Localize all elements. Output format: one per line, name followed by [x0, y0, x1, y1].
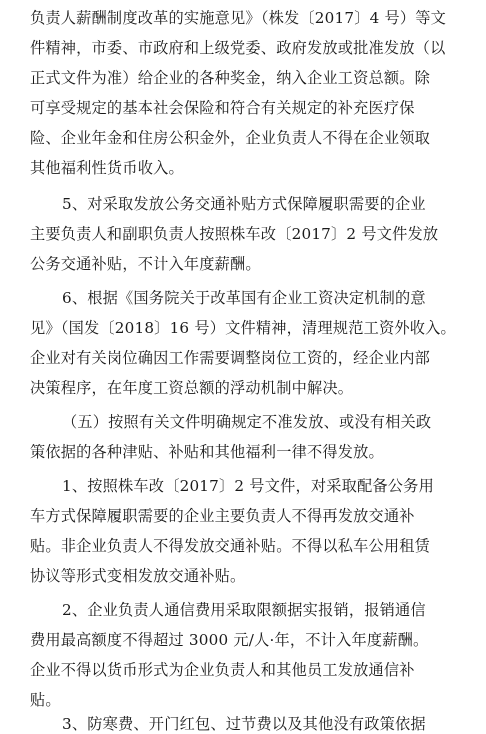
body-text-line: 车方式保障履职需要的企业主要负责人不得再发放交通补	[30, 507, 415, 525]
paragraph-item-1: 1、按照株车改〔2017〕2 号文件，对采取配备公务用	[62, 477, 434, 495]
body-text-line: 险、企业年金和住房公积金外，企业负责人不得在企业领取	[30, 129, 431, 147]
body-text-line: 决策程序，在年度工资总额的浮动机制中解决。	[30, 379, 354, 397]
body-text-line: 贴。非企业负责人不得发放交通补贴。不得以私车公用租赁	[30, 537, 431, 555]
body-text-line: 公务交通补贴，不计入年度薪酬。	[30, 255, 261, 273]
body-text-line: 企业不得以货币形式为企业负责人和其他员工发放通信补	[30, 661, 415, 679]
body-text-line: 协议等形式变相发放交通补贴。	[30, 567, 246, 585]
body-text-line: 主要负责人和副职负责人按照株车改〔2017〕2 号文件发放	[30, 225, 439, 243]
body-text-line: 见》（国发〔2018〕16 号）文件精神，清理规范工资外收入。	[30, 319, 456, 337]
body-text-line: 贴。	[30, 691, 61, 709]
paragraph-item-3: 3、防寒费、开门红包、过节费以及其他没有政策依据	[62, 715, 426, 733]
paragraph-item-2: 2、企业负责人通信费用采取限额据实报销，报销通信	[62, 601, 426, 619]
body-text-line: 其他福利性货币收入。	[30, 159, 184, 177]
body-text-line: 企业对有关岗位确因工作需要调整岗位工资的，经企业内部	[30, 349, 431, 367]
paragraph-item-5: 5、对采取发放公务交通补贴方式保障履职需要的企业	[62, 195, 426, 213]
body-text-line: 正式文件为准）给企业的各种奖金，纳入企业工资总额。除	[30, 69, 431, 87]
paragraph-item-6: 6、根据《国务院关于改革国有企业工资决定机制的意	[62, 289, 426, 307]
body-text-line: 件精神，市委、市政府和上级党委、政府发放或批准发放（以	[30, 39, 446, 57]
body-text-line: 可享受规定的基本社会保险和符合有关规定的补充医疗保	[30, 99, 415, 117]
body-text-line: 费用最高额度不得超过 3000 元/人·年，不计入年度薪酬。	[30, 631, 429, 649]
section-heading-5: （五）按照有关文件明确规定不准发放、或没有相关政	[62, 413, 432, 431]
body-text-line: 策依据的各种津贴、补贴和其他福利一律不得发放。	[30, 443, 384, 461]
body-text-line: 负责人薪酬制度改革的实施意见》（株发〔2017〕4 号）等文	[30, 9, 447, 27]
